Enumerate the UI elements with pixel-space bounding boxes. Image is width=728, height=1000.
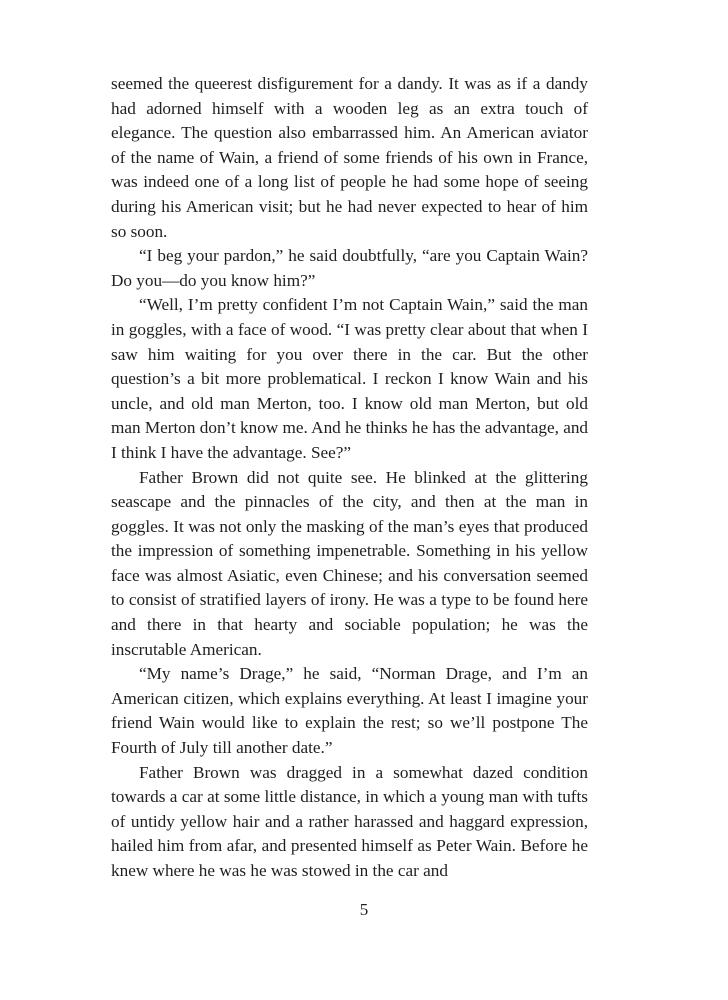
paragraph-pardon: “I beg your pardon,” he said doubtfully, “are you Captain Wain? Do you—do you know him?”	[111, 246, 588, 290]
paragraph-not-captain-wain: “Well, I’m pretty confident I’m not Captain Wain,” said the man in goggles, with a face of wood. “I was pretty clear about that when I saw him waiting for you over there in the car. But the other question’s a bit more problematical. I reckon I know Wain and his uncle, and old man Merton, too. I know old man Merton, but old man Merton don’t know me. And he thinks he has the advantage, and I think I have the advantage. See?”	[111, 295, 589, 462]
paragraph-continuation: seemed the queerest disfigurement for a dandy. It was as if a dandy had adorned himself with a wooden leg as an extra touch of elegance. The question also embarrassed him. An American aviator of the name of Wain, a friend of some friends of his own in France, was indeed one of a long list of people he had some hope of seeing during his American visit; but he had never expected to hear of him so soon.	[111, 74, 588, 241]
body-text	[111, 72, 588, 884]
paragraph-father-brown-blinked: Father Brown did not quite see. He blinked at the glittering seascape and the pinnacles of the city, and then at the man in goggles. It was not only the masking of the man’s eyes that produced the impression of something impenetrable. Something in his yellow face was almost Asiatic, even Chinese; and his conversation seemed to consist of stratified layers of irony. He was a type to be found here and there in that hearty and sociable population; he was the inscrutable American.	[111, 467, 588, 659]
paragraph-dragged-to-car: Father Brown was dragged in a somewhat dazed condition towards a car at some little distance, in which a young man with tufts of untidy yellow hair and a rather harassed and haggard expression, hailed him from afar, and presented himself as Peter Wain. Before he knew where he was he was stowed in the car and	[111, 762, 588, 880]
paragraph-norman-drage: “My name’s Drage,” he said, “Norman Drage, and I’m an American citizen, which explains everything. At least I imagine your friend Wain would like to explain the rest; so we’ll postpone The Fourth of July till another date.”	[111, 664, 588, 758]
page-number: 5	[359, 900, 369, 919]
